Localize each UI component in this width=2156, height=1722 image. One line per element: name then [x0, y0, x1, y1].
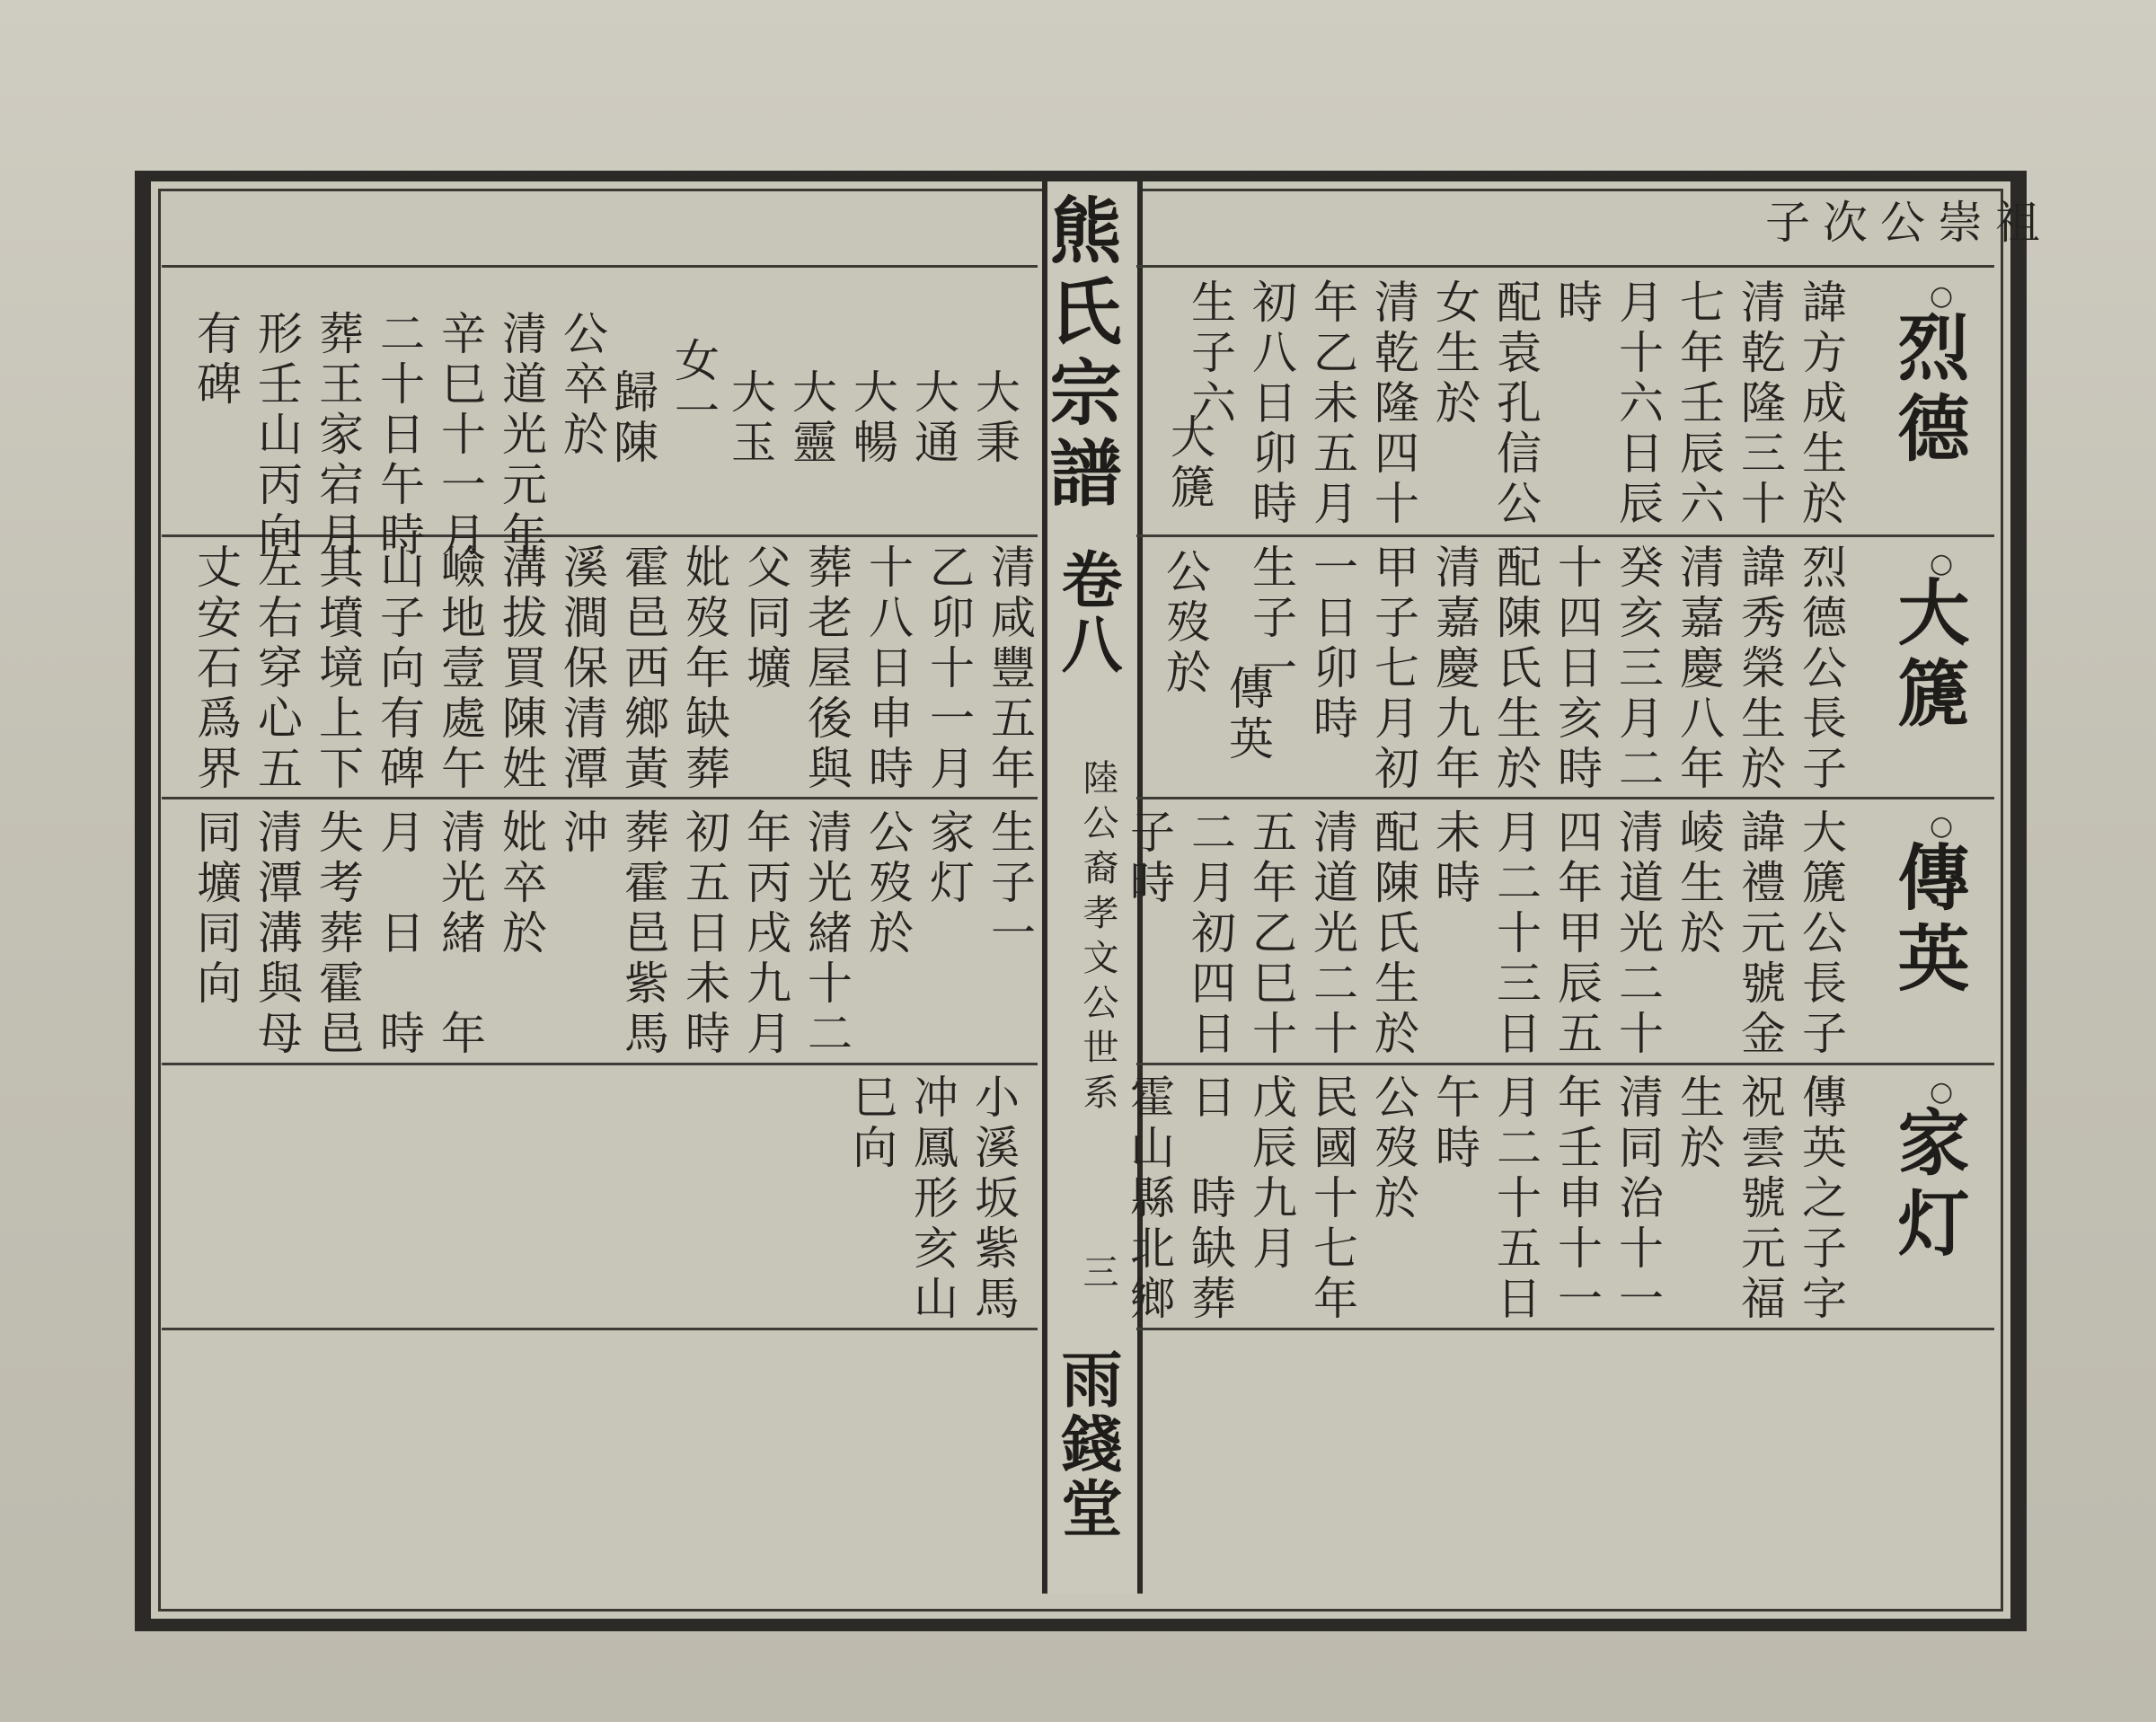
- text-column: 失考葬霍邑: [312, 808, 364, 1060]
- spine-title: 熊氏宗譜: [1038, 193, 1122, 517]
- text-column: 清咸豐五年: [984, 543, 1036, 795]
- text-column: 清乾隆四十: [1367, 278, 1419, 530]
- rule-right-header: [1136, 265, 1994, 268]
- rule-left-2: [162, 797, 1038, 799]
- text-column: 傳英之子字: [1795, 1073, 1847, 1325]
- generation-marker-3: ○: [1930, 810, 1954, 842]
- text-column: 生子一: [984, 808, 1036, 959]
- left-band-1-text: [184, 310, 612, 561]
- text-column: 子時: [1123, 808, 1175, 909]
- right-band-2-note: 公歿於: [1159, 548, 1211, 699]
- text-column: 左右穿心五: [251, 543, 303, 795]
- text-column: 溪澗保清潭: [556, 543, 608, 795]
- spine-hall: 雨錢堂: [1051, 1347, 1123, 1541]
- text-column: 民國十七年: [1306, 1073, 1358, 1325]
- son-name: 大暢: [846, 368, 898, 469]
- text-column: 午時: [1428, 1073, 1480, 1174]
- text-column: 有碑: [190, 310, 242, 411]
- generation-marker-1: ○: [1930, 280, 1954, 312]
- text-column: 妣歿年缺葬: [678, 543, 730, 795]
- son-name: 大秉: [968, 368, 1021, 469]
- text-column: 妣卒於: [495, 808, 547, 959]
- text-column: 女生於: [1428, 278, 1480, 429]
- text-column: 戊辰九月: [1245, 1073, 1297, 1275]
- text-column: 公歿於: [862, 808, 914, 959]
- text-column: 山子向有碑: [373, 543, 425, 795]
- rule-right-1: [1136, 534, 1994, 537]
- text-column: 清嘉慶八年: [1673, 543, 1725, 795]
- text-column: 初五日未時: [678, 808, 730, 1060]
- right-band-2: [1240, 543, 1851, 795]
- text-column: 巳向: [845, 1073, 897, 1174]
- text-column: 年丙戌九月: [739, 808, 791, 1060]
- text-column: 乙卯十一月: [923, 543, 975, 795]
- text-column: 清乾隆三十: [1734, 278, 1786, 530]
- text-column: 葬老屋後與: [800, 543, 853, 795]
- generation-name-2: 大篪: [1886, 575, 1970, 737]
- text-column: 公歿於: [1367, 1073, 1419, 1224]
- son-name: 大通: [907, 368, 959, 469]
- text-column: 配陳氏生於: [1367, 808, 1419, 1060]
- right-band-3: [1118, 808, 1851, 1060]
- text-column: 清道光二十: [1306, 808, 1358, 1060]
- rule-left-4: [162, 1328, 1038, 1330]
- text-column: 諱禮元號金: [1734, 808, 1786, 1060]
- text-column: 四年甲辰五: [1551, 808, 1603, 1060]
- text-column: 二月初四日: [1184, 808, 1236, 1060]
- text-column: 月二十五日: [1489, 1073, 1542, 1325]
- left-band-1-married: 歸陳: [606, 368, 658, 469]
- left-band-1-daughter: 女一: [667, 337, 720, 437]
- son-name: 大靈: [785, 368, 837, 469]
- generation-marker-4: ○: [1930, 1076, 1954, 1108]
- right-band-2-son: 傳英: [1222, 665, 1274, 765]
- right-band-1: [1179, 278, 1851, 530]
- text-column: 月二十三日: [1489, 808, 1542, 1060]
- spine-lineage: 陸公裔孝文公世系: [1077, 759, 1118, 1118]
- text-column: 初八日卯時: [1245, 278, 1297, 530]
- text-column: 辛巳十一月: [434, 310, 486, 561]
- text-column: 崚生於: [1673, 808, 1725, 959]
- text-column: 時: [1551, 278, 1603, 329]
- text-column: 清光緒十二: [800, 808, 853, 1060]
- generation-name-3: 傳英: [1886, 840, 1970, 1002]
- text-column: 日 時缺葬: [1184, 1073, 1236, 1325]
- text-column: 月十六日辰: [1612, 278, 1664, 530]
- rule-right-3: [1136, 1063, 1994, 1065]
- right-band-1-son: 大篪: [1163, 413, 1215, 514]
- text-column: 清道光二十: [1612, 808, 1664, 1060]
- left-band-4: [840, 1073, 1023, 1325]
- text-column: 溝拔買陳姓: [495, 543, 547, 795]
- text-column: 同壙同向: [190, 808, 242, 1010]
- text-column: 清潭溝與母: [251, 808, 303, 1060]
- text-column: 生子六: [1184, 278, 1236, 429]
- header-right-text: 祖崇公次子: [1765, 197, 2053, 249]
- text-column: 形壬山丙向: [251, 310, 303, 561]
- right-band-4: [1118, 1073, 1851, 1325]
- generation-name-4: 家灯: [1886, 1105, 1970, 1267]
- text-column: 二十日午時: [373, 310, 425, 561]
- text-column: 葬霍邑紫馬: [617, 808, 669, 1060]
- text-column: 父同壙: [739, 543, 791, 694]
- text-column: 其墳境上下: [312, 543, 364, 795]
- rule-right-2: [1136, 797, 1994, 799]
- rule-right-4: [1136, 1328, 1994, 1330]
- son-name: 大玉: [724, 368, 776, 469]
- generation-name-1: 烈德: [1886, 310, 1970, 472]
- text-column: 霍邑西鄉黃: [617, 543, 669, 795]
- text-column: 諱方成生於: [1795, 278, 1847, 530]
- left-band-2: [184, 543, 1039, 795]
- text-column: 葬王家宕月: [312, 310, 364, 561]
- text-column: 清道光元年: [495, 310, 547, 561]
- text-column: 一日卯時: [1306, 543, 1358, 745]
- text-column: 清光緒 年: [434, 808, 486, 1060]
- rule-left-3: [162, 1063, 1038, 1065]
- text-column: 清嘉慶九年: [1428, 543, 1480, 795]
- text-column: 清同治十一: [1612, 1073, 1664, 1325]
- text-column: 嶮地壹處午: [434, 543, 486, 795]
- left-band-1-sons: [719, 368, 1024, 469]
- text-column: 七年壬辰六: [1673, 278, 1725, 530]
- text-column: 大篪公長子: [1795, 808, 1847, 1060]
- left-band-3: [184, 808, 1039, 1060]
- text-column: 公卒於: [556, 310, 608, 461]
- text-column: 生子一: [1245, 543, 1297, 694]
- text-column: 冲鳳形亥山: [906, 1073, 959, 1325]
- text-column: 小溪坂紫馬: [968, 1073, 1020, 1325]
- spine-page-number: 三: [1077, 1253, 1118, 1298]
- header-right: [1765, 193, 2053, 253]
- text-column: 未時: [1428, 808, 1480, 909]
- generation-marker-2: ○: [1930, 548, 1954, 579]
- text-column: 甲子七月初: [1367, 543, 1419, 795]
- text-column: 十四日亥時: [1551, 543, 1603, 795]
- text-column: 祝雲號元福: [1734, 1073, 1786, 1325]
- text-column: 家灯: [923, 808, 975, 909]
- text-column: 五年乙巳十: [1245, 808, 1297, 1060]
- text-column: 配陳氏生於: [1489, 543, 1542, 795]
- text-column: 十八日申時: [862, 543, 914, 795]
- text-column: 霍山縣北鄉: [1123, 1073, 1175, 1325]
- text-column: 沖: [556, 808, 608, 859]
- text-column: 生於: [1673, 1073, 1725, 1174]
- spine-volume: 卷八: [1051, 548, 1123, 677]
- text-column: 年乙未五月: [1306, 278, 1358, 530]
- text-column: 癸亥三月二: [1612, 543, 1664, 795]
- text-column: 年壬申十一: [1551, 1073, 1603, 1325]
- text-column: 月 日 時: [373, 808, 425, 1060]
- rule-left-top: [162, 265, 1038, 268]
- text-column: 烈德公長子: [1795, 543, 1847, 795]
- text-column: 丈安石爲界: [190, 543, 242, 795]
- text-column: 諱秀榮生於: [1734, 543, 1786, 795]
- text-column: 配袁孔信公: [1489, 278, 1542, 530]
